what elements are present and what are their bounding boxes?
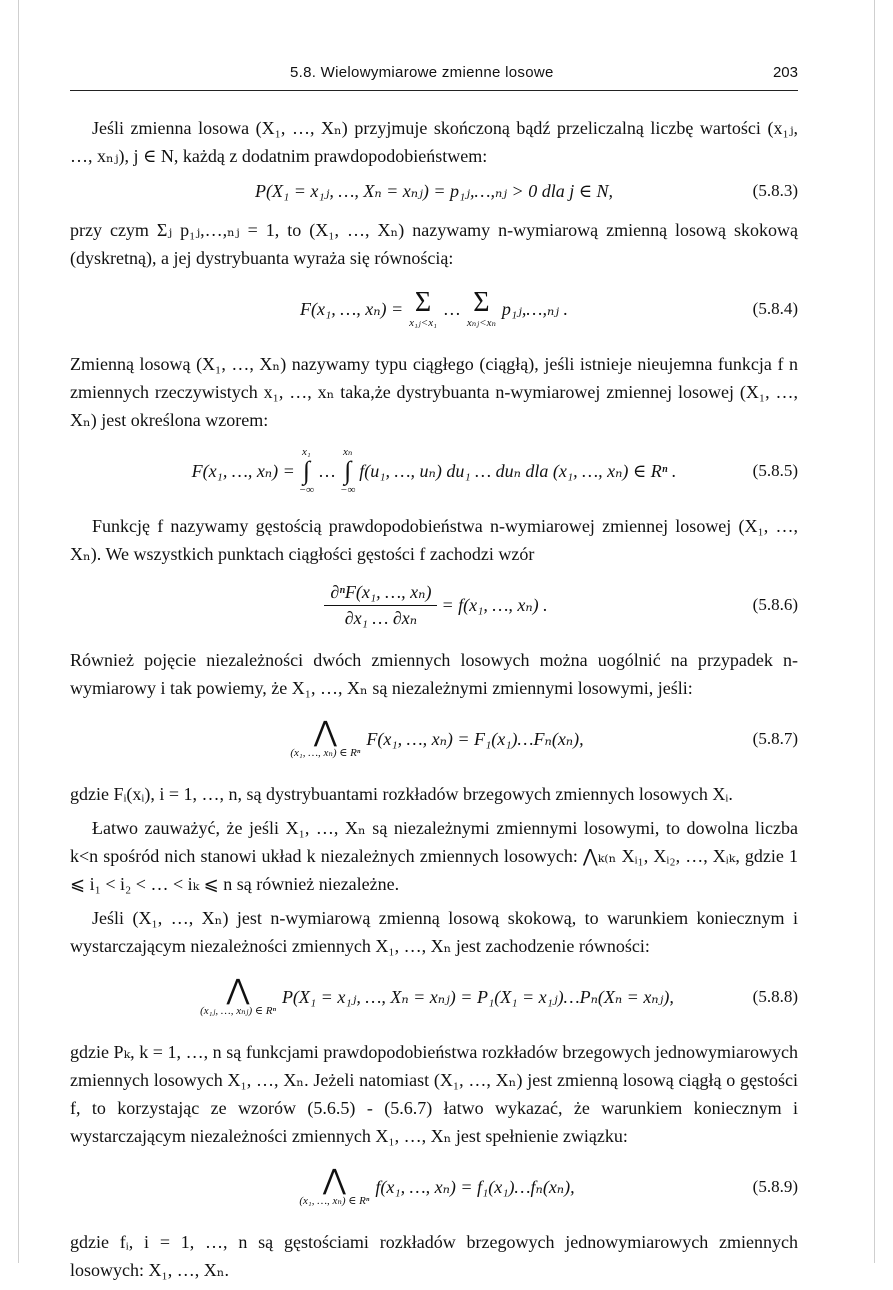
paragraph: Również pojęcie niezależności dwóch zmiennych losowych można uogólnić na przypadek n-wymiarowy i tak powiemy, że X₁, …, Xₙ są niezależnymi zmiennymi losowymi, jeśli: — [70, 650, 798, 698]
integral-upper-limit: xₙ — [342, 446, 353, 458]
wedge-operator — [290, 719, 360, 759]
equation-number: (5.8.7) — [752, 729, 798, 748]
scan-edge-left — [18, 0, 19, 1263]
header-rule — [70, 90, 798, 91]
paragraph: Zmienną losową (X₁, …, Xₙ) nazywamy typu ciągłego (ciągłą), jeśli istnieje nieujemna funkcja f n zmiennych rzeczywistych x₁, …, xₙ taka,że dystrybuanta n-wymiarowej zmiennej losowej (X₁, …, Xₙ) jest określona wzorem: — [70, 354, 798, 430]
equation-body: F(x₁, …, xₙ) = F₁(x₁)…Fₙ(xₙ), — [366, 728, 584, 749]
integral-operator — [340, 446, 355, 496]
integral-symbol: ∫ — [302, 456, 310, 485]
equation-number: (5.8.9) — [752, 1177, 798, 1196]
page-body — [70, 114, 798, 1290]
sum-operator — [467, 289, 496, 329]
equation-5-8-9 — [70, 1156, 798, 1218]
sum-operator — [409, 289, 437, 329]
sum-symbol: Σ — [473, 287, 490, 318]
equation-left: F(x₁, …, xₙ) = — [191, 460, 295, 481]
equation-5-8-6 — [70, 574, 798, 636]
sum-limit: x₁ⱼ<x₁ — [409, 317, 437, 329]
equation-body: P(X₁ = x₁ⱼ, …, Xₙ = xₙⱼ) = p₁ⱼ,…,ₙⱼ > 0 dla j ∈ N, — [254, 180, 614, 201]
equation-body: P(X₁ = x₁ⱼ, …, Xₙ = xₙⱼ) = P₁(X₁ = x₁ⱼ)…Pₙ(Xₙ = xₙⱼ), — [281, 986, 674, 1007]
wedge-symbol: ⋀ — [226, 975, 250, 1006]
ellipsis: … — [318, 460, 337, 481]
equation-number: (5.8.5) — [752, 461, 798, 480]
paragraph: Jeśli (X₁, …, Xₙ) jest n-wymiarową zmienną losową skokową, to warunkiem koniecznym i wystarczającym niezależności zmiennych X₁, …, Xₙ jest zachodzenie równości: — [70, 908, 798, 956]
equation-5-8-4 — [70, 278, 798, 340]
paragraph: Funkcję f nazywamy gęstością prawdopodobieństwa n-wymiarowej zmiennej losowej (X₁, …, Xₙ). We wszystkich punktach ciągłości gęstości f zachodzi wzór — [70, 516, 798, 564]
paragraph: gdzie Pₖ, k = 1, …, n są funkcjami prawdopodobieństwa rozkładów brzegowych jednowymiarowych zmiennych losowych X₁, …, Xₙ. Jeżeli natomiast (X₁, …, Xₙ) jest zmienną losową ciągłą o gęstości f, to korzystając ze wzorów (5.6.5) - (5.6.7) łatwo wykazać, że warunkiem koniecznym i wystarczającym niezależności zmiennych X₁, …, Xₙ jest spełnienie związku: — [70, 1042, 798, 1146]
equation-right: p₁ⱼ,…,ₙⱼ . — [501, 298, 568, 319]
paragraph: Jeśli zmienna losowa (X₁, …, Xₙ) przyjmuje skończoną bądź przeliczalną liczbę wartości (x₁ⱼ, …, xₙⱼ), j ∈ N, każdą z dodatnim prawdopodobieństwem: — [70, 118, 798, 166]
equation-left: F(x₁, …, xₙ) = — [299, 298, 404, 319]
sum-symbol: Σ — [414, 287, 432, 318]
paragraph: przy czym Σⱼ p₁ⱼ,…,ₙⱼ = 1, to (X₁, …, Xₙ) nazywamy n-wymiarową zmienną losową skokową (dyskretną), a jej dystrybuanta wyraża się równością: — [70, 220, 798, 268]
equation-number: (5.8.4) — [752, 299, 798, 318]
equation-right: = f(x₁, …, xₙ) . — [441, 594, 548, 615]
scan-edge-right — [874, 0, 875, 1263]
equation-body: f(x₁, …, xₙ) = f₁(x₁)…fₙ(xₙ), — [375, 1176, 575, 1197]
wedge-operator — [299, 1167, 369, 1207]
fraction-numerator: ∂ⁿF(x₁, …, xₙ) — [324, 582, 437, 606]
equation-number: (5.8.3) — [752, 181, 798, 200]
sum-limit: xₙⱼ<xₙ — [466, 317, 496, 329]
wedge-symbol: ⋀ — [322, 1165, 346, 1196]
paragraph: Łatwo zauważyć, że jeśli X₁, …, Xₙ są niezależnymi zmiennymi losowymi, to dowolna liczba k<n spośród nich stanowi układ k niezależnych zmiennych losowych: ⋀ₖ₍ₙ Xᵢ₁, Xᵢ₂, …, Xᵢₖ, gdzie 1 ⩽ i₁ < i₂ < … < iₖ ⩽ n są również niezależne. — [70, 818, 798, 894]
equation-5-8-3 — [70, 176, 798, 206]
equation-number: (5.8.6) — [752, 595, 798, 614]
wedge-symbol: ⋀ — [313, 717, 337, 748]
integral-lower-limit: −∞ — [340, 484, 356, 496]
wedge-operator — [200, 977, 276, 1017]
equation-5-8-7 — [70, 708, 798, 770]
integral-upper-limit: x₁ — [302, 446, 311, 458]
wedge-limit: (x₁, …, xₙ) ∈ Rⁿ — [299, 1195, 370, 1207]
page-number: 203 — [772, 64, 798, 81]
equation-number: (5.8.8) — [752, 987, 798, 1006]
wedge-limit: (x₁ⱼ, …, xₙⱼ) ∈ Rⁿ — [200, 1005, 276, 1017]
integral-symbol: ∫ — [344, 456, 352, 485]
wedge-limit: (x₁, …, xₙ) ∈ Rⁿ — [290, 747, 361, 759]
paragraph: gdzie Fᵢ(xᵢ), i = 1, …, n, są dystrybuantami rozkładów brzegowych zmiennych losowych Xᵢ. — [70, 784, 733, 804]
equation-5-8-8 — [70, 966, 798, 1028]
paragraph: gdzie fᵢ, i = 1, …, n są gęstościami rozkładów brzegowych jednowymiarowych zmiennych losowych: X₁, …, Xₙ. — [70, 1232, 798, 1280]
running-title: 5.8. Wielowymiarowe zmienne losowe — [290, 64, 554, 81]
equation-right: f(u₁, …, uₙ) du₁ … duₙ dla (x₁, …, xₙ) ∈ Rⁿ . — [359, 460, 677, 481]
equation-5-8-5 — [70, 440, 798, 502]
fraction-denominator: ∂x₁ … ∂xₙ — [344, 607, 418, 628]
derivative-fraction — [324, 582, 437, 629]
ellipsis: … — [442, 298, 461, 319]
integral-operator — [299, 446, 314, 496]
integral-lower-limit: −∞ — [298, 484, 315, 496]
